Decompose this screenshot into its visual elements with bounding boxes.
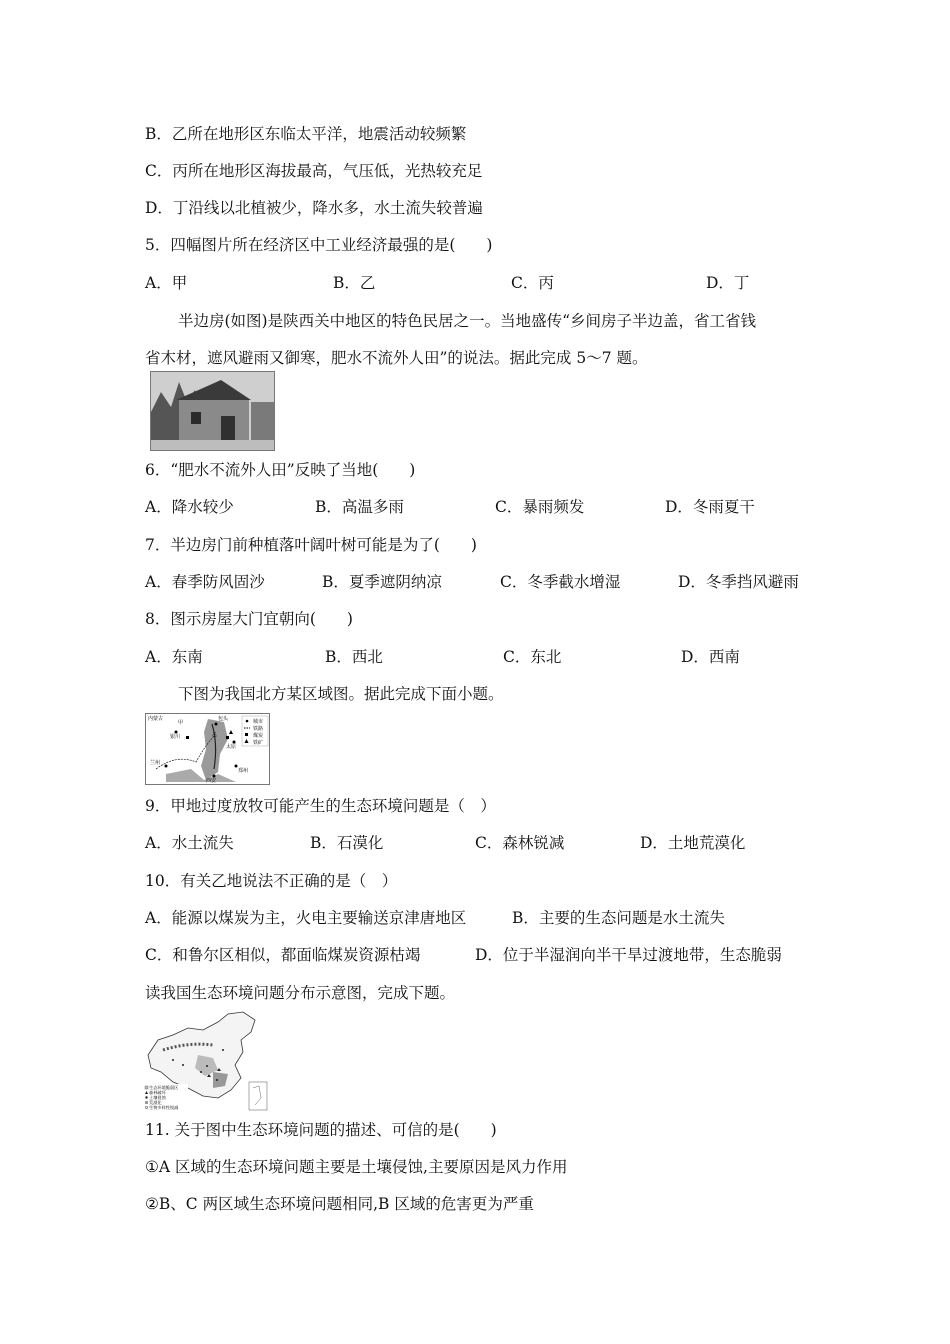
option-q6-c: C．暴雨频发	[495, 498, 585, 516]
intro-paragraph-2: 下图为我国北方某区域图。据此完成下面小题。	[178, 685, 504, 703]
option-q7-b: B．夏季遮阴纳凉	[322, 573, 442, 591]
option-q7-c: C．冬季截水增湿	[500, 573, 621, 591]
map2-legend-forest: 森林破坏	[149, 1090, 166, 1095]
map2-legend-fragile: 生态环境脆弱区	[149, 1085, 179, 1090]
option-q8-a: A．东南	[145, 648, 203, 666]
option-q10-b: B．主要的生态问题是水土流失	[512, 909, 725, 927]
option-q7-d: D．冬季挡风避雨	[678, 573, 799, 591]
half-side-house-photo	[150, 371, 275, 451]
question-6: 6．“肥水不流外人田”反映了当地( )	[145, 461, 416, 479]
question-11: 11. 关于图中生态环境问题的描述、可信的是( )	[145, 1121, 497, 1139]
option-q5-d: D．丁	[706, 274, 750, 292]
map1-label-baotou: 包头	[218, 716, 229, 722]
map1-label-lanzhou: 兰州	[150, 760, 161, 766]
map1-label-yinchuan: 银川	[170, 734, 181, 740]
map1-label-yi: 乙	[212, 732, 218, 738]
statement-11-2: ②B、C 两区域生态环境问题相同,B 区域的危害更为严重	[145, 1195, 534, 1213]
option-q10-a: A．能源以煤炭为主，火电主要输送京津唐地区	[145, 909, 467, 927]
intro-paragraph-3: 读我国生态环境问题分布示意图，完成下题。	[145, 984, 456, 1002]
question-5: 5．四幅图片所在经济区中工业经济最强的是( )	[145, 236, 493, 254]
map2-legend-soil: 土壤侵蚀	[149, 1095, 166, 1100]
map1-label-neimenggu: 内蒙古	[148, 716, 164, 722]
option-q4-c: C．丙所在地形区海拔最高，气压低，光热较充足	[145, 162, 483, 180]
option-q6-a: A．降水较少	[145, 498, 234, 516]
intro-paragraph-1-cont: 省木材，遮风避雨又御寒，肥水不流外人田”的说法。据此完成 5～7 题。	[145, 349, 648, 367]
map2-legend-desert: 荒漠化	[149, 1100, 162, 1105]
option-q6-d: D．冬雨夏干	[665, 498, 755, 516]
map1-label-zhengzhou: 郑州	[238, 768, 249, 774]
question-8: 8．图示房屋大门宜朝向( )	[145, 610, 353, 628]
option-q5-b: B．乙	[333, 274, 376, 292]
map1-legend-city: 城市	[253, 719, 264, 725]
map1-legend-iron: 铁矿	[253, 740, 264, 746]
option-q6-b: B．高温多雨	[315, 498, 404, 516]
intro-paragraph-1: 半边房(如图)是陕西关中地区的特色民居之一。当地盛传“乡间房子半边盖，省工省钱	[178, 312, 757, 330]
question-10: 10．有关乙地说法不正确的是（ ）	[145, 872, 398, 890]
option-q9-d: D．土地荒漠化	[640, 834, 746, 852]
option-q9-a: A．水土流失	[145, 834, 234, 852]
option-q4-d: D．丁沿线以北植被少，降水多，水土流失较普遍	[145, 199, 483, 217]
option-q10-c: C．和鲁尔区相似，都面临煤炭资源枯竭	[145, 946, 421, 964]
north-region-map	[145, 713, 270, 785]
option-q5-a: A．甲	[145, 274, 188, 292]
map1-label-jia: 甲	[178, 720, 184, 726]
option-q10-d: D．位于半湿润向半干旱过渡地带，生态脆弱	[475, 946, 782, 964]
option-q4-b: B．乙所在地形区东临太平洋，地震活动较频繁	[145, 125, 467, 143]
statement-11-1: ①A 区域的生态环境问题主要是土壤侵蚀,主要原因是风力作用	[145, 1158, 568, 1176]
question-7: 7．半边房门前种植落叶阔叶树可能是为了( )	[145, 536, 477, 554]
option-q8-c: C．东北	[503, 648, 562, 666]
option-q9-c: C．森林锐减	[475, 834, 565, 852]
china-eco-problem-map	[143, 1010, 271, 1113]
map1-legend-coal: 煤炭	[253, 733, 264, 739]
map1-legend-railway: 铁路	[253, 726, 264, 732]
option-q7-a: A．春季防风固沙	[145, 573, 265, 591]
map1-label-xian: 西安	[206, 778, 217, 784]
question-9: 9．甲地过度放牧可能产生的生态环境问题是（ ）	[145, 797, 496, 815]
option-q5-c: C．丙	[511, 274, 554, 292]
option-q8-d: D．西南	[681, 648, 740, 666]
map1-label-taiyuan: 太原	[226, 744, 237, 750]
option-q9-b: B．石漠化	[310, 834, 384, 852]
option-q8-b: B．西北	[325, 648, 383, 666]
map2-legend-biodiversity: 生物多样性锐减	[149, 1105, 179, 1110]
